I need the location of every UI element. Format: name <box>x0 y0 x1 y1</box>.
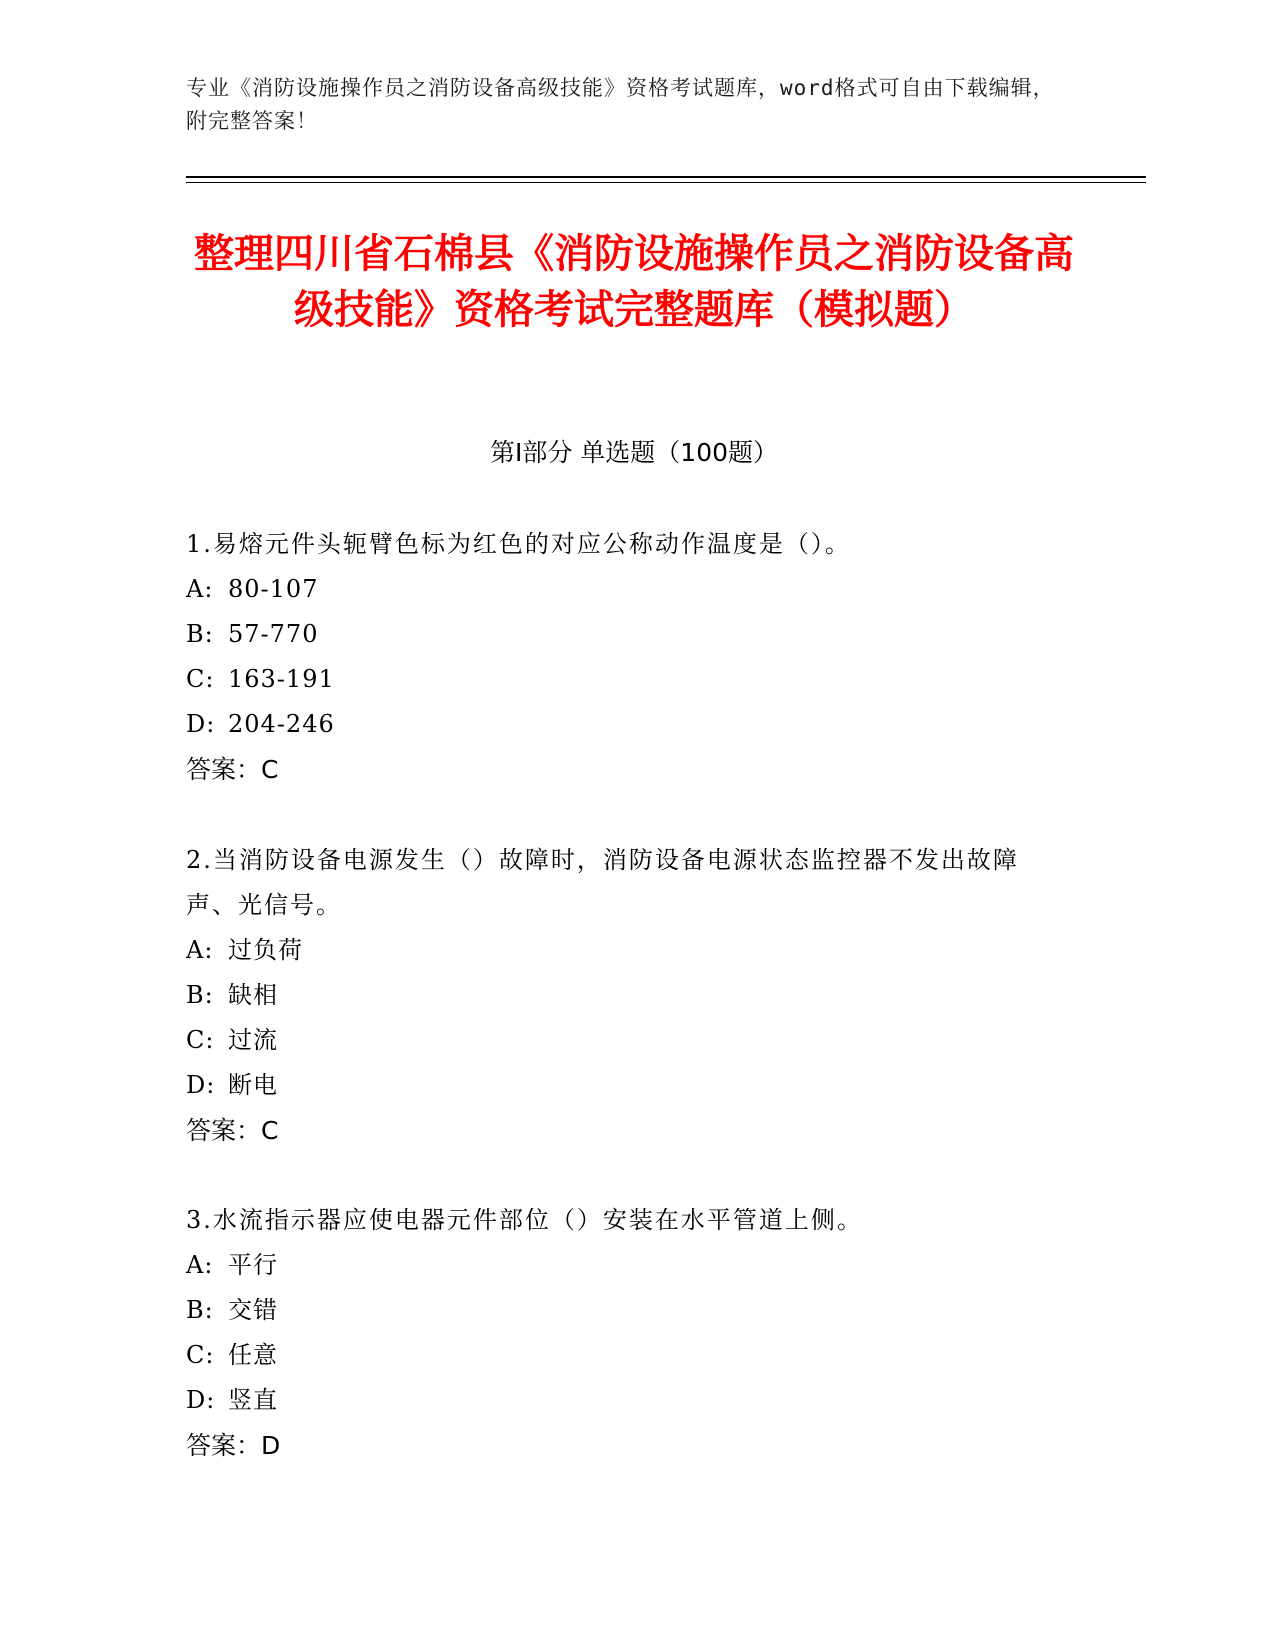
option-a <box>186 928 1066 973</box>
answer-line: 答案：D <box>186 1431 281 1460</box>
option-text: 断电 <box>228 1071 278 1099</box>
answer-line: 答案：C <box>186 1116 279 1145</box>
option-letter: C: <box>186 1341 215 1369</box>
question-1 <box>186 522 1066 792</box>
answer-line: 答案：C <box>186 755 279 784</box>
header-note: 专业《消防设施操作员之消防设备高级技能》资格考试题库，word格式可自由下载编辑，附完整答案！ <box>186 76 1055 133</box>
option-letter: A: <box>186 936 214 964</box>
header-divider-thick <box>186 176 1146 178</box>
option-text: 80-107 <box>228 575 319 603</box>
question-3 <box>186 1198 1066 1468</box>
option-text: 163-191 <box>228 665 335 693</box>
option-letter: D: <box>186 1386 216 1414</box>
option-text: 任意 <box>228 1341 278 1369</box>
option-b <box>186 1288 1066 1333</box>
option-letter: C: <box>186 1026 215 1054</box>
header-divider-thin <box>186 182 1146 183</box>
option-b <box>186 612 1066 657</box>
option-text: 过负荷 <box>228 936 303 964</box>
document-title: 整理四川省石棉县《消防设施操作员之消防设备高级技能》资格考试完整题库（模拟题） <box>194 231 1074 333</box>
option-text: 缺相 <box>228 981 278 1009</box>
question-2 <box>186 838 1066 1153</box>
option-letter: D: <box>186 710 216 738</box>
option-a <box>186 1243 1066 1288</box>
option-d <box>186 1378 1066 1423</box>
option-d <box>186 1063 1066 1108</box>
question-stem: 1.易熔元件头轭臂色标为红色的对应公称动作温度是（）。 <box>186 530 851 558</box>
option-c <box>186 657 1066 702</box>
question-stem: 3.水流指示器应使电器元件部位（）安装在水平管道上侧。 <box>186 1206 863 1234</box>
option-text: 57-770 <box>228 620 319 648</box>
option-letter: A: <box>186 1251 214 1279</box>
option-b <box>186 973 1066 1018</box>
option-text: 竖直 <box>228 1386 278 1414</box>
option-text: 交错 <box>228 1296 278 1324</box>
option-letter: B: <box>186 1296 214 1324</box>
option-letter: C: <box>186 665 215 693</box>
option-c <box>186 1333 1066 1378</box>
option-a <box>186 567 1066 612</box>
option-d <box>186 702 1066 747</box>
question-stem: 2.当消防设备电源发生（）故障时，消防设备电源状态监控器不发出故障声、光信号。 <box>186 846 1019 919</box>
option-letter: B: <box>186 981 214 1009</box>
option-c <box>186 1018 1066 1063</box>
option-letter: A: <box>186 575 214 603</box>
section-title: 第Ⅰ部分 单选题（100题） <box>489 438 779 467</box>
option-text: 平行 <box>228 1251 278 1279</box>
option-letter: D: <box>186 1071 216 1099</box>
option-letter: B: <box>186 620 214 648</box>
option-text: 过流 <box>228 1026 278 1054</box>
option-text: 204-246 <box>228 710 335 738</box>
